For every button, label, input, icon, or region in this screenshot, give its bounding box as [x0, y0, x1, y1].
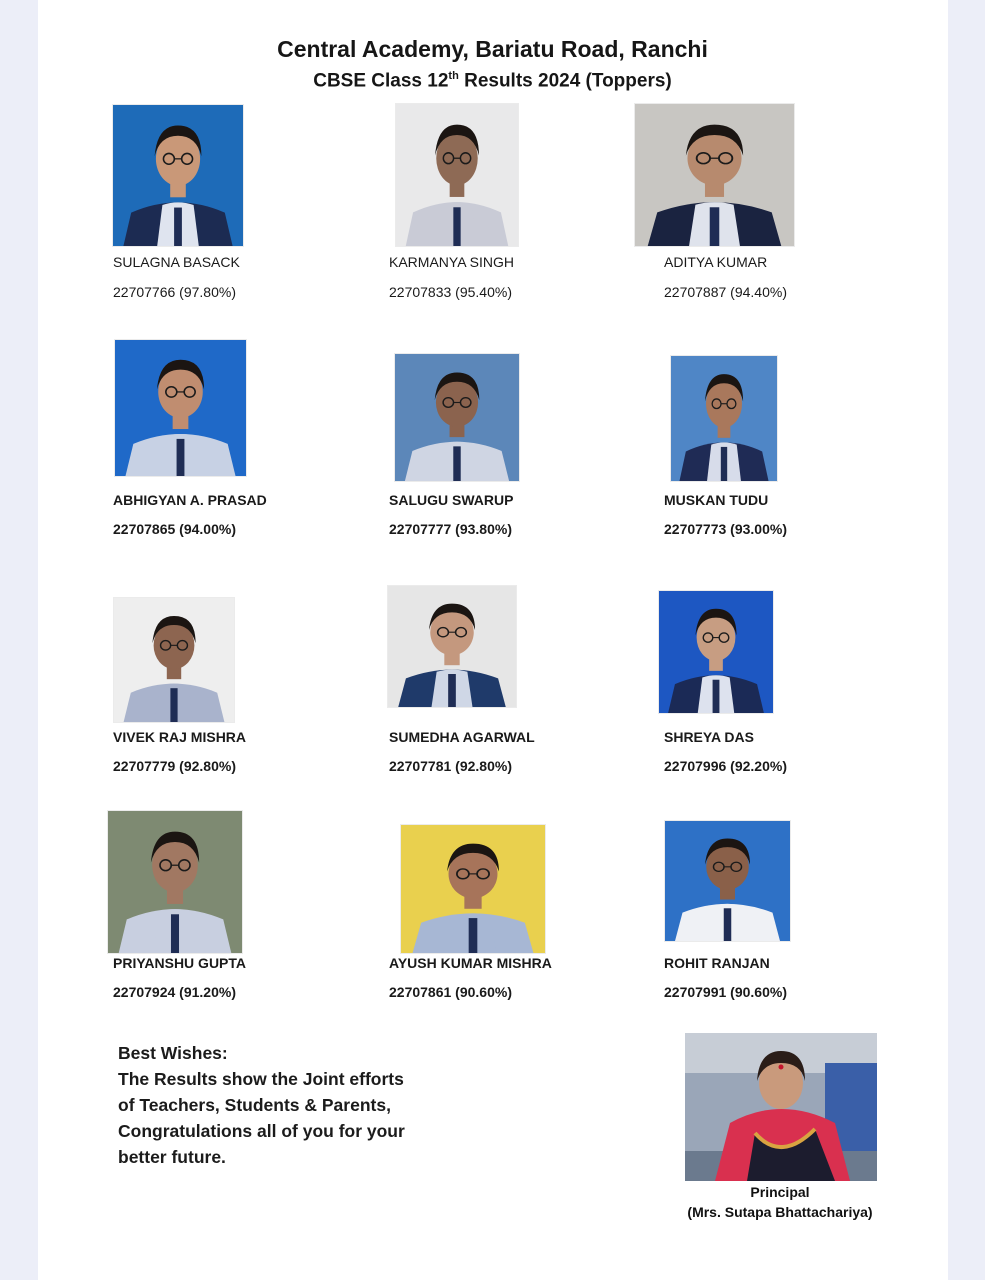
wishes-line: The Results show the Joint efforts [118, 1069, 404, 1089]
student-photo [664, 820, 791, 942]
roll-and-score: 22707861 (90.60%) [389, 984, 512, 1000]
results-subtitle: CBSE Class 12th Results 2024 (Toppers) [313, 70, 672, 92]
student-name: KARMANYA SINGH [389, 254, 514, 270]
roll-and-score: 22707924 (91.20%) [113, 984, 236, 1000]
roll-and-score: 22707887 (94.40%) [664, 284, 787, 300]
student-photo [112, 104, 244, 247]
student-photo [395, 103, 519, 247]
principal-title: Principal [750, 1184, 810, 1200]
student-name: ADITYA KUMAR [664, 254, 768, 270]
student-photo [394, 353, 520, 482]
wishes-line: Best Wishes: [118, 1043, 228, 1063]
wishes-line: of Teachers, Students & Parents, [118, 1095, 391, 1115]
principal-name: (Mrs. Sutapa Bhattachariya) [687, 1204, 873, 1220]
principal-photo [685, 1033, 877, 1181]
roll-and-score: 22707777 (93.80%) [389, 521, 512, 537]
student-photo [670, 355, 778, 482]
student-name: SHREYA DAS [664, 729, 754, 745]
student-photo [114, 339, 247, 477]
wishes-line: Congratulations all of you for your [118, 1121, 405, 1141]
roll-and-score: 22707991 (90.60%) [664, 984, 787, 1000]
best-wishes-message [118, 1040, 448, 1170]
roll-and-score: 22707779 (92.80%) [113, 758, 236, 774]
roll-and-score: 22707996 (92.20%) [664, 758, 787, 774]
roll-and-score: 22707766 (97.80%) [113, 284, 236, 300]
student-name: PRIYANSHU GUPTA [113, 955, 247, 971]
student-name: MUSKAN TUDU [664, 492, 769, 508]
roll-and-score: 22707865 (94.00%) [113, 521, 236, 537]
school-name: Central Academy, Bariatu Road, Ranchi [277, 36, 708, 62]
roll-and-score: 22707781 (92.80%) [389, 758, 512, 774]
student-photo [400, 824, 546, 954]
student-name: SULAGNA BASACK [113, 254, 240, 270]
student-name: AYUSH KUMAR MISHRA [389, 955, 552, 971]
student-name: VIVEK RAJ MISHRA [113, 729, 247, 745]
wishes-line: better future. [118, 1147, 226, 1167]
student-photo [113, 597, 235, 723]
roll-and-score: 22707833 (95.40%) [389, 284, 512, 300]
roll-and-score: 22707773 (93.00%) [664, 521, 787, 537]
student-photo [658, 590, 774, 714]
student-name: SALUGU SWARUP [389, 492, 514, 508]
student-name: SUMEDHA AGARWAL [389, 729, 535, 745]
student-name: ROHIT RANJAN [664, 955, 770, 971]
student-photo [634, 103, 795, 247]
student-name: ABHIGYAN A. PRASAD [113, 492, 267, 508]
student-photo [107, 810, 243, 954]
student-photo [387, 585, 517, 708]
